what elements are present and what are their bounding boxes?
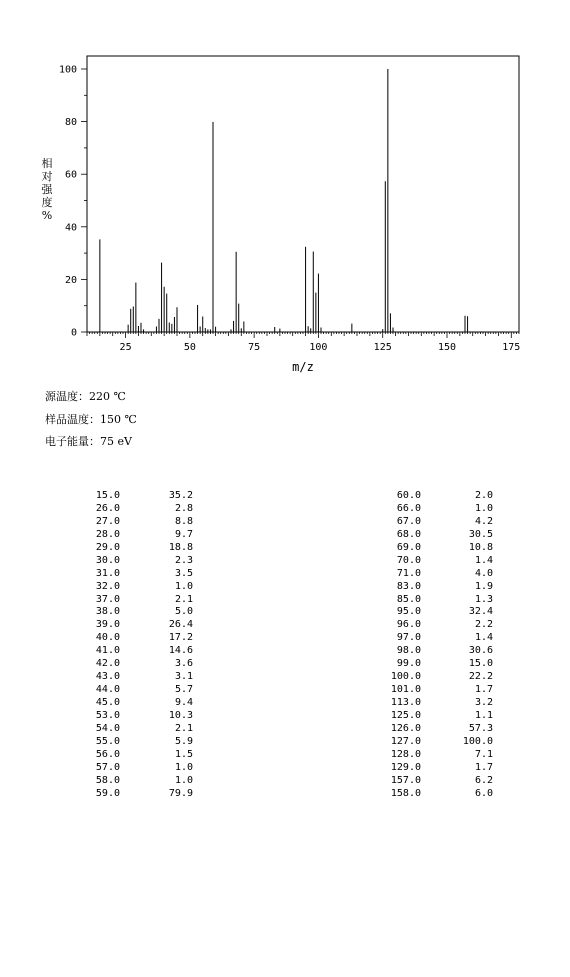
mz-value: 71.0 — [396, 567, 421, 579]
intensity-value: 7.1 — [474, 748, 493, 760]
intensity-value: 4.2 — [474, 515, 493, 527]
mz-value: 126.0 — [390, 722, 421, 734]
mz-value: 68.0 — [396, 528, 421, 540]
intensity-value: 4.0 — [474, 567, 493, 579]
table-row — [290, 568, 570, 581]
table-row — [0, 775, 290, 788]
intensity-value: 35.2 — [168, 490, 193, 501]
y-axis-label-char: 相 — [41, 157, 53, 170]
intensity-value: 79.9 — [168, 787, 193, 799]
intensity-value: 9.7 — [174, 528, 193, 540]
mz-value: 45.0 — [95, 697, 120, 708]
table-row — [0, 581, 290, 594]
table-row — [290, 658, 570, 671]
intensity-value: 17.2 — [168, 632, 193, 644]
intensity-value: 8.8 — [174, 515, 193, 527]
mz-value: 58.0 — [95, 774, 120, 786]
y-tick-label: 60 — [64, 169, 77, 181]
mz-value: 60.0 — [396, 490, 421, 501]
intensity-value: 1.3 — [474, 593, 493, 605]
intensity-value: 22.2 — [468, 671, 493, 683]
intensity-value: 6.0 — [474, 787, 493, 799]
table-row — [0, 697, 290, 710]
x-tick-label: 50 — [183, 342, 196, 353]
intensity-value: 2.3 — [174, 554, 193, 566]
intensity-value: 5.0 — [174, 606, 193, 618]
table-row — [290, 529, 570, 542]
mz-value: 29.0 — [95, 541, 120, 553]
table-row — [0, 503, 290, 516]
mz-value: 101.0 — [390, 684, 421, 696]
peak-table-right — [290, 490, 570, 801]
table-row — [290, 749, 570, 762]
mz-value: 53.0 — [95, 709, 120, 721]
mz-value: 55.0 — [95, 735, 120, 747]
mz-value: 40.0 — [95, 632, 120, 644]
x-tick-label: 150 — [437, 342, 457, 353]
intensity-value: 2.1 — [174, 722, 193, 734]
table-row — [0, 542, 290, 555]
intensity-value: 14.6 — [168, 645, 193, 657]
x-tick-label: 25 — [119, 342, 132, 353]
intensity-value: 2.8 — [174, 502, 193, 514]
y-axis-label — [42, 156, 54, 222]
table-row — [0, 606, 290, 619]
x-tick-label: 175 — [502, 342, 521, 353]
y-tick-label: 0 — [70, 327, 77, 339]
table-row — [0, 710, 290, 723]
table-row — [290, 736, 570, 749]
intensity-value: 30.6 — [468, 645, 493, 657]
x-tick-label: 125 — [373, 342, 392, 353]
intensity-value: 6.2 — [474, 774, 493, 786]
table-row — [290, 542, 570, 555]
mz-value: 157.0 — [390, 774, 421, 786]
mz-value: 28.0 — [95, 528, 120, 540]
mz-value: 15.0 — [95, 490, 120, 501]
mz-value: 158.0 — [390, 787, 421, 799]
x-tick-label: 100 — [309, 342, 328, 353]
mz-value: 57.0 — [95, 761, 120, 773]
y-tick-label: 20 — [64, 274, 77, 286]
intensity-value: 100.0 — [462, 735, 493, 747]
table-row — [0, 632, 290, 645]
mz-value: 43.0 — [95, 671, 120, 683]
intensity-value: 3.1 — [174, 671, 193, 683]
intensity-value: 1.5 — [174, 748, 193, 760]
table-row — [0, 684, 290, 697]
mz-value: 30.0 — [95, 554, 120, 566]
mz-value: 37.0 — [95, 593, 120, 605]
table-row — [290, 723, 570, 736]
x-tick-label: 75 — [248, 342, 261, 353]
y-axis-label-text — [42, 156, 54, 222]
mz-value: 97.0 — [396, 632, 421, 644]
mz-value: 44.0 — [95, 684, 120, 696]
intensity-value: 5.7 — [174, 684, 193, 696]
mz-value: 54.0 — [95, 722, 120, 734]
y-axis-label-char: % — [41, 209, 53, 222]
mass-spectrum-chart — [0, 0, 570, 380]
y-axis-label-char: 强 — [41, 183, 53, 196]
sample-temperature: 样品温度：150 ℃ — [45, 413, 137, 426]
y-axis-label-char: 度 — [41, 196, 53, 209]
intensity-value: 57.3 — [468, 722, 493, 734]
intensity-value: 3.6 — [174, 658, 193, 670]
intensity-value: 1.9 — [474, 580, 493, 592]
mz-value: 69.0 — [396, 541, 421, 553]
intensity-value: 15.0 — [468, 658, 493, 670]
electron-energy: 电子能量：75 eV — [45, 435, 132, 448]
mz-value: 67.0 — [396, 515, 421, 527]
mz-value: 39.0 — [95, 619, 120, 631]
intensity-value: 10.8 — [468, 541, 493, 553]
table-row — [0, 723, 290, 736]
intensity-value: 30.5 — [468, 528, 493, 540]
intensity-value: 26.4 — [168, 619, 193, 631]
table-row — [290, 762, 570, 775]
table-row — [290, 788, 570, 801]
table-row — [290, 697, 570, 710]
intensity-value: 2.1 — [174, 593, 193, 605]
intensity-value: 10.3 — [168, 709, 193, 721]
mz-value: 98.0 — [396, 645, 421, 657]
intensity-value: 1.7 — [474, 761, 493, 773]
table-row — [0, 658, 290, 671]
table-row — [290, 555, 570, 568]
table-row — [0, 788, 290, 801]
mz-value: 125.0 — [390, 709, 421, 721]
table-row — [290, 684, 570, 697]
mz-value: 70.0 — [396, 554, 421, 566]
intensity-value: 18.8 — [168, 541, 193, 553]
mz-value: 32.0 — [95, 580, 120, 592]
peak-table-left — [0, 490, 290, 801]
intensity-value: 2.0 — [474, 490, 493, 501]
y-tick-label: 80 — [64, 117, 77, 129]
mz-value: 38.0 — [95, 606, 120, 618]
intensity-value: 9.4 — [174, 697, 193, 708]
y-tick-label: 40 — [64, 222, 77, 234]
table-row — [0, 529, 290, 542]
plot-frame — [87, 56, 519, 332]
table-row — [0, 555, 290, 568]
intensity-value: 3.5 — [174, 567, 193, 579]
x-axis-ticks — [87, 332, 520, 353]
mz-value: 113.0 — [390, 697, 421, 708]
mz-value: 42.0 — [95, 658, 120, 670]
mz-value: 129.0 — [390, 761, 421, 773]
table-row — [290, 594, 570, 607]
y-axis-ticks — [59, 65, 87, 339]
mz-value: 31.0 — [95, 567, 120, 579]
intensity-value: 1.0 — [174, 580, 193, 592]
table-row — [290, 710, 570, 723]
table-row — [0, 619, 290, 632]
intensity-value: 5.9 — [174, 735, 193, 747]
mz-value: 96.0 — [396, 619, 421, 631]
mz-value: 26.0 — [95, 502, 120, 514]
table-row — [0, 749, 290, 762]
mz-value: 66.0 — [396, 502, 421, 514]
table-row — [290, 619, 570, 632]
intensity-value: 1.4 — [474, 632, 493, 644]
table-row — [0, 490, 290, 503]
spectrum-peaks — [100, 69, 468, 332]
intensity-value: 1.0 — [174, 774, 193, 786]
intensity-value: 1.7 — [474, 684, 493, 696]
table-row — [0, 645, 290, 658]
mz-value: 56.0 — [95, 748, 120, 760]
intensity-value: 32.4 — [468, 606, 493, 618]
table-row — [290, 490, 570, 503]
intensity-value: 3.2 — [474, 697, 493, 708]
table-row — [290, 645, 570, 658]
table-row — [290, 671, 570, 684]
table-row — [290, 606, 570, 619]
source-temperature: 源温度：220 ℃ — [45, 390, 126, 403]
table-row — [290, 775, 570, 788]
table-row — [0, 671, 290, 684]
y-axis-label-char: 对 — [41, 170, 53, 183]
mz-value: 41.0 — [95, 645, 120, 657]
x-axis-label: m/z — [292, 360, 314, 374]
table-row — [0, 762, 290, 775]
mz-value: 85.0 — [396, 593, 421, 605]
table-row — [0, 736, 290, 749]
y-tick-label: 100 — [58, 64, 77, 76]
mz-value: 59.0 — [95, 787, 120, 799]
mz-value: 99.0 — [396, 658, 421, 670]
mz-value: 100.0 — [390, 671, 421, 683]
mz-value: 127.0 — [390, 735, 421, 747]
table-row — [290, 632, 570, 645]
intensity-value: 2.2 — [474, 619, 493, 631]
table-row — [0, 568, 290, 581]
intensity-value: 1.4 — [474, 554, 493, 566]
mz-value: 83.0 — [396, 580, 421, 592]
table-row — [290, 503, 570, 516]
mz-value: 27.0 — [95, 515, 120, 527]
table-row — [290, 516, 570, 529]
intensity-value: 1.1 — [474, 709, 493, 721]
table-row — [0, 594, 290, 607]
mz-value: 95.0 — [396, 606, 421, 618]
intensity-value: 1.0 — [174, 761, 193, 773]
table-row — [0, 516, 290, 529]
intensity-value: 1.0 — [474, 502, 493, 514]
mz-value: 128.0 — [390, 748, 421, 760]
table-row — [290, 581, 570, 594]
